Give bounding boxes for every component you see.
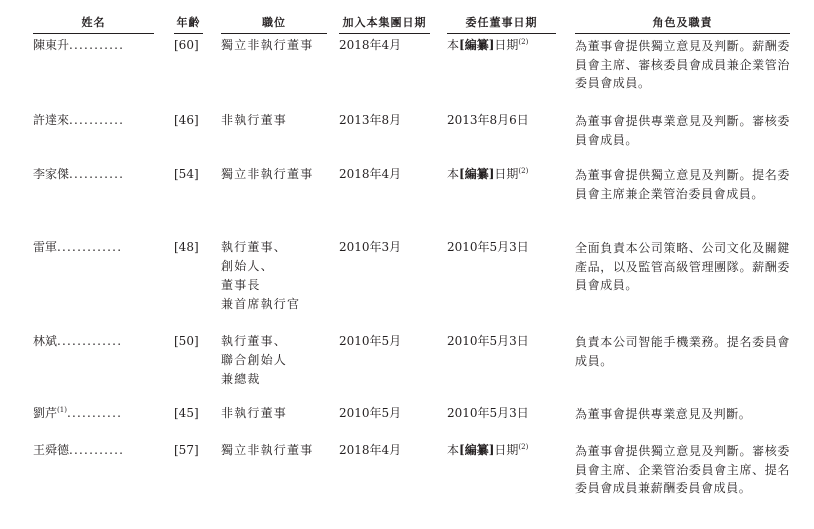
position-line: 兼總裁: [221, 372, 261, 386]
role-description: 為董事會提供獨立意見及判斷。提名委員會主席兼企業管治委員會成員。: [575, 168, 790, 201]
role-description: 為董事會提供專業意見及判斷。: [575, 407, 752, 421]
leader-dots: ...........: [69, 38, 125, 52]
position-line: 董事長: [221, 278, 261, 292]
leader-dots: ...........: [66, 406, 123, 420]
redacted-marker: [編纂]: [459, 443, 495, 457]
director-name: 陳東升: [33, 38, 70, 52]
position-line: 執行董事、: [221, 240, 288, 254]
appt-text: 本: [447, 443, 460, 457]
header-name: 姓名: [33, 14, 154, 34]
join-date-cell: 2018年4月: [339, 38, 402, 52]
age-cell: [48]: [174, 240, 199, 254]
appt-text: 2010年5月3日: [447, 240, 529, 254]
director-name-cell: [33, 111, 124, 130]
director-name: 劉芹: [33, 406, 58, 420]
position-cell: [221, 332, 287, 389]
header-role: 角色及職責: [575, 14, 790, 34]
director-name-cell: [33, 165, 124, 184]
appointment-date-cell: [447, 36, 528, 55]
director-name: 許達來: [33, 113, 70, 127]
role-description: 為董事會提供獨立意見及判斷。審核委員會主席、企業管治委員會主席、提名委員會成員兼薪酬委員會成員。: [575, 444, 790, 495]
director-name: 李家傑: [33, 167, 70, 181]
position-line: 聯合創始人: [221, 353, 288, 367]
age-cell: [57]: [174, 443, 199, 457]
position-line: 獨立非執行董事: [221, 38, 314, 52]
leader-dots: ...........: [69, 113, 125, 127]
director-name: 林斌: [33, 334, 58, 348]
position-line: 獨立非執行董事: [221, 167, 314, 181]
join-date-cell: 2018年4月: [339, 167, 402, 181]
position-cell: [221, 441, 313, 460]
appointment-date-cell: [447, 332, 529, 351]
header-join-date: 加入本集團日期: [339, 14, 430, 34]
position-cell: [221, 404, 287, 423]
age-cell: [45]: [174, 406, 199, 420]
redacted-marker: [編纂]: [459, 167, 495, 181]
position-line: 創始人、: [221, 259, 274, 273]
appointment-date-cell: [447, 404, 529, 423]
header-age: 年齡: [174, 14, 203, 34]
redacted-marker: [編纂]: [459, 38, 495, 52]
appt-text: 本: [447, 167, 460, 181]
leader-dots: ...........: [69, 167, 125, 181]
position-cell: [221, 111, 287, 130]
join-date-cell: 2018年4月: [339, 443, 402, 457]
director-name-cell: [33, 441, 124, 460]
role-description: 為董事會提供獨立意見及判斷。薪酬委員會主席、審核委員會成員兼企業管治委員會成員。: [575, 39, 790, 90]
leader-dots: .............: [57, 240, 123, 254]
header-position: 職位: [221, 14, 327, 34]
leader-dots: ...........: [69, 443, 125, 457]
age-cell: [50]: [174, 334, 199, 348]
position-line: 獨立非執行董事: [221, 443, 314, 457]
appt-text-suffix: 日期: [494, 38, 519, 52]
director-name: 雷軍: [33, 240, 58, 254]
appointment-date-cell: [447, 441, 528, 460]
appt-footnote: (2): [518, 443, 529, 451]
director-name: 王舜德: [33, 443, 70, 457]
director-name-cell: [33, 36, 124, 55]
role-description: 為董事會提供專業意見及判斷。審核委員會成員。: [575, 114, 790, 147]
header-appointment-date: 委任董事日期: [447, 14, 556, 34]
appointment-date-cell: [447, 111, 529, 130]
join-date-cell: 2010年5月: [339, 406, 402, 420]
director-name-cell: [33, 404, 122, 423]
role-description: 負責本公司智能手機業務。提名委員會成員。: [575, 335, 790, 368]
appt-text: 2010年5月3日: [447, 406, 529, 420]
join-date-cell: 2010年3月: [339, 240, 402, 254]
position-line: 非執行董事: [221, 406, 288, 420]
position-cell: [221, 238, 300, 314]
leader-dots: .............: [57, 334, 123, 348]
appointment-date-cell: [447, 165, 528, 184]
appt-text: 2013年8月6日: [447, 113, 529, 127]
role-description: 全面負責本公司策略、公司文化及關鍵產品，以及監管高級管理團隊。薪酬委員會成員。: [575, 241, 790, 292]
position-line: 執行董事、: [221, 334, 288, 348]
appt-text: 2010年5月3日: [447, 334, 529, 348]
age-cell: [60]: [174, 38, 199, 52]
position-line: 兼首席執行官: [221, 297, 301, 311]
appointment-date-cell: [447, 238, 529, 257]
appt-text-suffix: 日期: [494, 167, 519, 181]
director-name-cell: [33, 332, 122, 351]
position-cell: [221, 165, 313, 184]
appt-text: 本: [447, 38, 460, 52]
director-name-cell: [33, 238, 122, 257]
position-line: 非執行董事: [221, 113, 288, 127]
join-date-cell: 2010年5月: [339, 334, 402, 348]
position-cell: [221, 36, 313, 55]
name-footnote: (1): [57, 406, 67, 414]
appt-footnote: (2): [518, 38, 529, 46]
age-cell: [46]: [174, 113, 199, 127]
age-cell: [54]: [174, 167, 199, 181]
appt-footnote: (2): [518, 167, 529, 175]
appt-text-suffix: 日期: [494, 443, 519, 457]
join-date-cell: 2013年8月: [339, 113, 402, 127]
